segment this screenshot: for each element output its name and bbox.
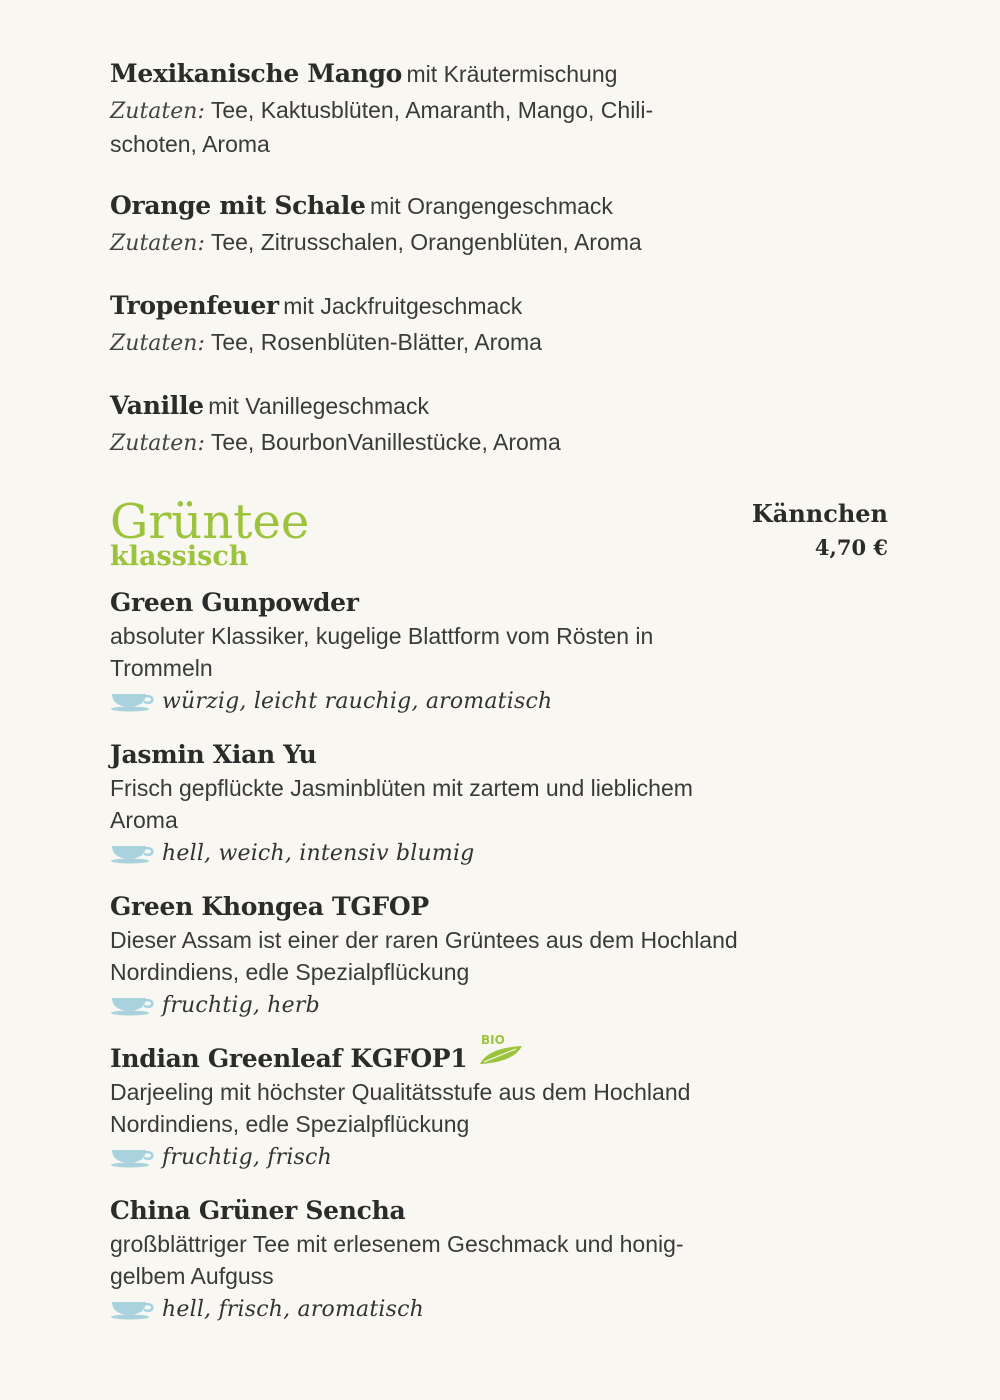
bio-label: BIO <box>480 1033 505 1047</box>
green-tea-item <box>110 1033 890 1174</box>
tea-subtitle: mit Vanillegeschmack <box>208 393 429 419</box>
tea-name: China Grüner Sencha <box>110 1196 406 1225</box>
teacup-icon <box>110 994 156 1016</box>
teacup-icon <box>110 1298 156 1320</box>
tea-description-line: Aroma <box>110 807 178 833</box>
tea-description <box>110 924 750 988</box>
flavored-tea-item <box>110 290 890 360</box>
taste-row <box>110 836 890 870</box>
zutaten-text: Tee, Zitrusschalen, Orangenblüten, Aroma <box>210 229 642 255</box>
tea-subtitle: mit Orangengeschmack <box>370 193 613 219</box>
section-title: Grüntee <box>110 494 310 550</box>
zutaten-label: Zutaten: <box>110 331 205 356</box>
taste-row <box>110 684 890 718</box>
flavored-tea-item <box>110 58 890 160</box>
tea-description-line: Frisch gepflückte Jasminblüten mit zartem und lieblichem <box>110 775 693 801</box>
flavored-tea-section <box>110 58 890 460</box>
tea-name: Vanille <box>110 391 204 420</box>
zutaten-text: Tee, BourbonVanillestücke, Aroma <box>210 429 561 455</box>
taste-notes: würzig, leicht rauchig, aromatisch <box>162 688 553 714</box>
section-subtitle: klassisch <box>110 541 249 572</box>
flavored-tea-item <box>110 190 890 260</box>
tea-name: Jasmin Xian Yu <box>110 740 317 769</box>
tea-description-line: Nordindiens, edle Spezialpflückung <box>110 959 470 985</box>
price-value: 4,70 € <box>814 535 888 560</box>
tea-description-line: Nordindiens, edle Spezialpflückung <box>110 1111 470 1137</box>
tea-description-line: absoluter Klassiker, kugelige Blattform vom Rösten in <box>110 623 654 649</box>
zutaten-label: Zutaten: <box>110 431 205 456</box>
section-header <box>110 496 890 578</box>
green-tea-item <box>110 890 890 1022</box>
taste-notes: fruchtig, herb <box>162 992 320 1018</box>
zutaten-label: Zutaten: <box>110 99 205 124</box>
tea-description-line: Dieser Assam ist einer der raren Grüntees aus dem Hochland <box>110 927 738 953</box>
tea-description <box>110 1076 750 1140</box>
price-label: Kännchen <box>751 499 888 528</box>
teacup-icon <box>110 690 156 712</box>
green-tea-item <box>110 586 890 718</box>
tea-subtitle: mit Kräutermischung <box>406 61 618 87</box>
teacup-icon <box>110 842 156 864</box>
taste-row <box>110 1140 890 1174</box>
taste-notes: hell, weich, intensiv blumig <box>162 840 475 866</box>
tea-name: Green Gunpowder <box>110 588 359 617</box>
tea-description-line: Darjeeling mit höchster Qualitätsstufe aus dem Hochland <box>110 1079 691 1105</box>
tea-description <box>110 772 750 836</box>
green-tea-list <box>110 586 890 1326</box>
tea-description-line: großblättriger Tee mit erlesenem Geschmack und honig- <box>110 1231 684 1257</box>
price-header <box>752 496 888 564</box>
tea-name: Orange mit Schale <box>110 191 366 220</box>
tea-description-line: gelbem Aufguss <box>110 1263 274 1289</box>
zutaten-text-cont: schoten, Aroma <box>110 131 270 157</box>
tea-name: Green Khongea TGFOP <box>110 892 429 921</box>
zutaten-text: Tee, Rosenblüten-Blätter, Aroma <box>210 329 542 355</box>
menu-page <box>110 58 890 1346</box>
green-tea-item <box>110 738 890 870</box>
tea-name: Indian Greenleaf KGFOP1 <box>110 1044 468 1073</box>
zutaten-label: Zutaten: <box>110 231 205 256</box>
tea-subtitle: mit Jackfruitgeschmack <box>283 293 523 319</box>
taste-row <box>110 988 890 1022</box>
flavored-tea-item <box>110 390 890 460</box>
tea-name: Mexikanische Mango <box>110 59 403 88</box>
tea-description <box>110 620 750 684</box>
tea-description <box>110 1228 750 1292</box>
zutaten-text: Tee, Kaktusblüten, Amaranth, Mango, Chili- <box>210 97 654 123</box>
taste-notes: hell, frisch, aromatisch <box>162 1296 425 1322</box>
taste-row <box>110 1292 890 1326</box>
taste-notes: fruchtig, frisch <box>162 1144 332 1170</box>
tea-description-line: Trommeln <box>110 655 213 681</box>
teacup-icon <box>110 1146 156 1168</box>
green-tea-item <box>110 1194 890 1326</box>
bio-leaf-icon <box>478 1032 524 1066</box>
tea-name: Tropenfeuer <box>110 291 279 320</box>
